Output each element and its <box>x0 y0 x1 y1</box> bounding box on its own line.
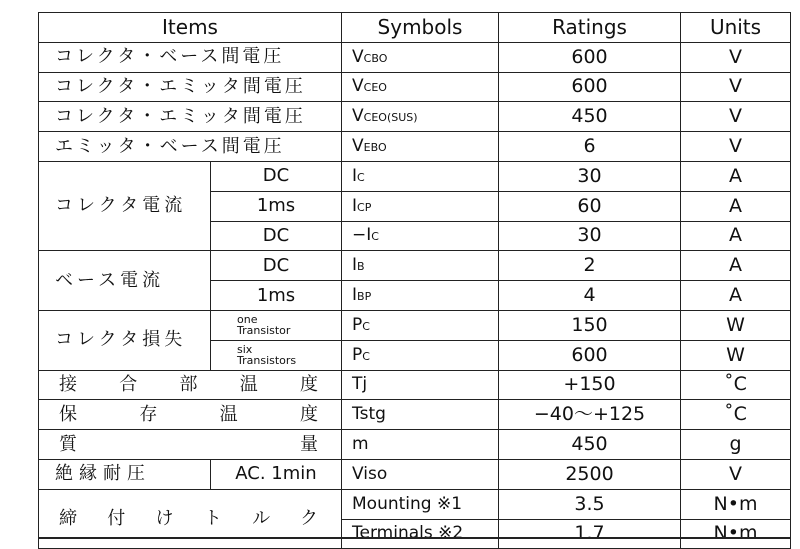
unit-value: A <box>681 281 791 311</box>
rating-value: 150 <box>499 310 681 340</box>
symbol-subscript: CBO <box>363 51 388 65</box>
symbol-main: V <box>352 46 364 67</box>
rating-value: 60 <box>499 191 681 221</box>
item-label: エミッタ・ベース間電圧 <box>39 132 342 162</box>
group-label: 締付けトルク <box>39 489 342 549</box>
condition-line-1: one <box>237 312 258 326</box>
unit-value: N•m <box>681 519 791 549</box>
symbol-cell <box>342 281 499 311</box>
rating-value: 30 <box>499 221 681 251</box>
table-row <box>39 400 791 430</box>
item-label: 絶縁耐圧 <box>39 459 211 489</box>
symbol-main: P <box>352 344 363 365</box>
symbol-cell <box>342 102 499 132</box>
symbol-subscript: EBO <box>363 141 387 155</box>
table-row <box>39 489 791 519</box>
symbol-main: I <box>352 285 358 306</box>
symbol-subscript: C <box>357 170 365 184</box>
symbol-main: P <box>352 314 363 335</box>
symbol-subscript: C <box>362 319 370 333</box>
condition-label <box>211 310 342 340</box>
unit-value: g <box>681 430 791 460</box>
symbol-cell <box>342 42 499 72</box>
rating-value: 1.7 <box>499 519 681 549</box>
unit-value: W <box>681 340 791 370</box>
header-units: Units <box>681 13 791 43</box>
condition-label: DC <box>211 221 342 251</box>
item-label: 保存温度 <box>39 400 342 430</box>
rating-value: 4 <box>499 281 681 311</box>
symbol-subscript: CEO <box>363 81 387 95</box>
symbol-cell: Tstg <box>342 400 499 430</box>
table-row <box>39 42 791 72</box>
table-row <box>39 459 791 489</box>
ratings-sheet <box>38 12 790 549</box>
table-row <box>39 161 791 191</box>
group-label: コレクタ損失 <box>39 310 211 370</box>
table-row <box>39 132 791 162</box>
condition-label: 1ms <box>211 281 342 311</box>
symbol-cell <box>342 340 499 370</box>
condition-line-2: Transistors <box>237 354 297 368</box>
symbol-main: V <box>352 136 364 157</box>
symbol-main: I <box>352 255 358 276</box>
group-label: コレクタ電流 <box>39 161 211 250</box>
unit-value: A <box>681 191 791 221</box>
rating-value: 600 <box>499 72 681 102</box>
rating-value: 450 <box>499 430 681 460</box>
item-label: コレクタ・エミッタ間電圧 <box>39 102 342 132</box>
symbol-subscript: C <box>362 349 370 363</box>
condition-label <box>211 340 342 370</box>
symbol-main: −I <box>352 225 372 246</box>
condition-label: AC. 1min <box>211 459 342 489</box>
rating-value: 450 <box>499 102 681 132</box>
symbol-subscript: C <box>371 230 379 244</box>
ratings-table <box>38 12 791 549</box>
unit-value: ˚C <box>681 400 791 430</box>
condition-line-2: Transistor <box>237 324 291 338</box>
symbol-main: V <box>352 106 364 127</box>
symbol-cell <box>342 221 499 251</box>
rating-value: +150 <box>499 370 681 400</box>
item-label: コレクタ・エミッタ間電圧 <box>39 72 342 102</box>
condition-label: DC <box>211 251 342 281</box>
rating-value: −40～+125 <box>499 400 681 430</box>
unit-value: ˚C <box>681 370 791 400</box>
symbol-main: I <box>352 195 358 216</box>
unit-value: V <box>681 102 791 132</box>
table-row <box>39 370 791 400</box>
header-ratings: Ratings <box>499 13 681 43</box>
rating-value: 2500 <box>499 459 681 489</box>
rating-value: 2 <box>499 251 681 281</box>
symbol-subscript: CP <box>357 200 372 214</box>
condition-label: DC <box>211 161 342 191</box>
table-row <box>39 310 791 340</box>
symbol-subscript: B <box>357 260 365 274</box>
symbol-cell <box>342 191 499 221</box>
unit-value: A <box>681 221 791 251</box>
table-row <box>39 251 791 281</box>
rating-value: 3.5 <box>499 489 681 519</box>
symbol-cell <box>342 251 499 281</box>
symbol-cell <box>342 310 499 340</box>
table-row <box>39 72 791 102</box>
symbol-main: I <box>352 165 358 186</box>
symbol-cell: m <box>342 430 499 460</box>
rating-value: 600 <box>499 340 681 370</box>
unit-value: V <box>681 72 791 102</box>
unit-value: V <box>681 42 791 72</box>
header-items: Items <box>39 13 342 43</box>
rating-value: 6 <box>499 132 681 162</box>
unit-value: V <box>681 459 791 489</box>
condition-label: 1ms <box>211 191 342 221</box>
unit-value: A <box>681 161 791 191</box>
item-label: コレクタ・ベース間電圧 <box>39 42 342 72</box>
condition-line-1: six <box>237 342 253 356</box>
bottom-rule <box>38 537 790 539</box>
symbol-cell: Mounting ※1 <box>342 489 499 519</box>
rating-value: 600 <box>499 42 681 72</box>
symbol-subscript: CEO(SUS) <box>363 111 418 125</box>
symbol-main: V <box>352 76 364 97</box>
item-label: 質量 <box>39 430 342 460</box>
symbol-cell <box>342 132 499 162</box>
unit-value: N•m <box>681 489 791 519</box>
symbol-cell <box>342 161 499 191</box>
rating-value: 30 <box>499 161 681 191</box>
header-row <box>39 13 791 43</box>
symbol-cell: Tj <box>342 370 499 400</box>
symbol-subscript: BP <box>357 290 372 304</box>
table-row <box>39 102 791 132</box>
table-row <box>39 430 791 460</box>
unit-value: A <box>681 251 791 281</box>
symbol-cell: Viso <box>342 459 499 489</box>
unit-value: W <box>681 310 791 340</box>
unit-value: V <box>681 132 791 162</box>
item-label: 接合部温度 <box>39 370 342 400</box>
group-label: ベース電流 <box>39 251 211 311</box>
header-symbols: Symbols <box>342 13 499 43</box>
symbol-cell <box>342 72 499 102</box>
symbol-cell: Terminals ※2 <box>342 519 499 549</box>
